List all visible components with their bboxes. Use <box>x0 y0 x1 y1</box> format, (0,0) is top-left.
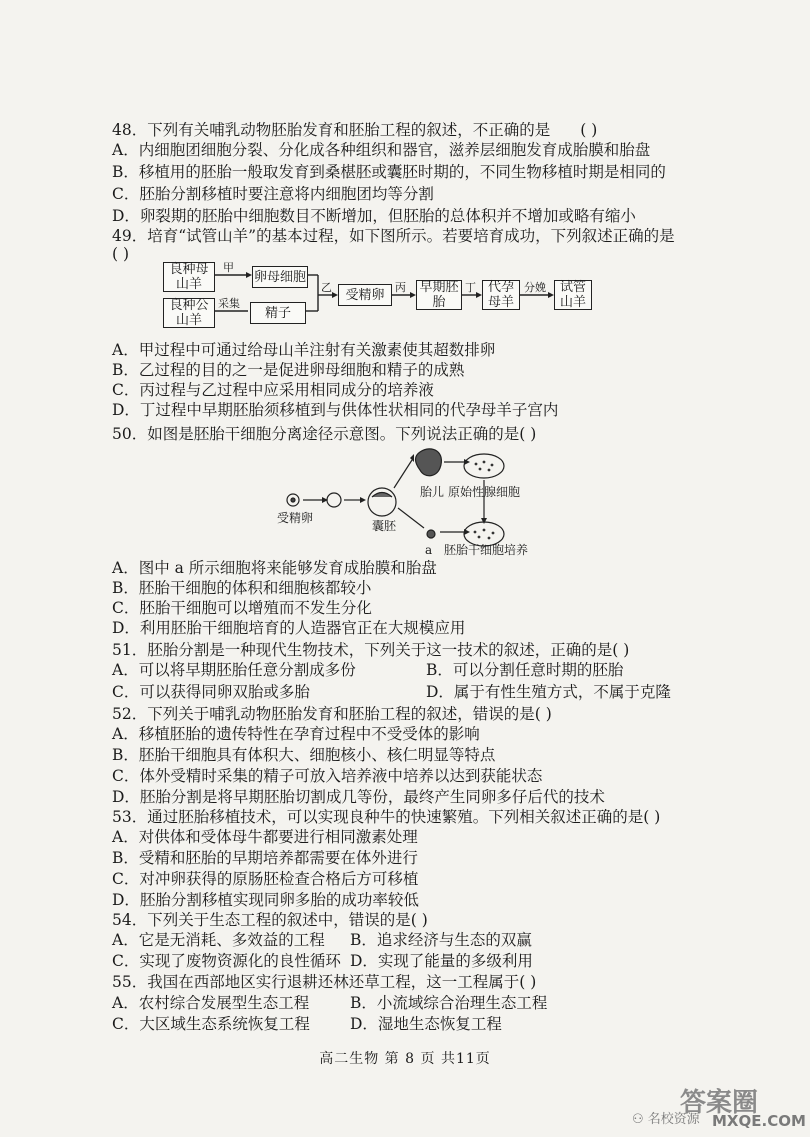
label-fenmian: 分娩 <box>524 281 546 294</box>
q49-option-d: D．丁过程中早期胚胎须移植到与供体性状相同的代孕母羊子宫内 <box>112 401 559 419</box>
q48-option-c: C．胚胎分割移植时要注意将内细胞团均等分割 <box>112 185 434 203</box>
q54-option-c: C．实现了废物资源化的良性循环 <box>112 952 341 970</box>
q55-option-b: B．小流域综合治理生态工程 <box>350 994 548 1012</box>
q51-option-a: A．可以将早期胚胎任意分割成多份 <box>112 661 356 679</box>
oocyte-box: 卵母细胞 <box>252 266 308 288</box>
label-fertilized-egg: 受精卵 <box>277 511 314 525</box>
q49-arrows <box>0 258 810 338</box>
label-a: a <box>425 543 433 557</box>
q54-option-b: B．追求经济与生态的双赢 <box>350 931 532 949</box>
q50-illustration <box>0 442 810 562</box>
wechat-icon: ⚇ <box>632 1112 644 1127</box>
label-bing: 丙 <box>395 281 406 294</box>
label-fetus: 胎儿 <box>420 485 445 499</box>
label-ding: 丁 <box>465 281 476 294</box>
zygote-box: 受精卵 <box>338 284 392 306</box>
label-caiji: 采集 <box>218 297 240 310</box>
q48-option-a: A．内细胞团细胞分裂、分化成各种组织和器官，滋养层细胞发育成胎膜和胎盘 <box>112 141 651 159</box>
q49-stem: 49．培育“试管山羊”的基本过程，如下图所示。若要培育成功，下列叙述正确的是 <box>112 227 675 245</box>
q51-option-b: B．可以分割任意时期的胚胎 <box>426 661 624 679</box>
label-es-culture: 胚胎干细胞培养 <box>444 543 529 557</box>
watermark-site: MXQE.COM <box>712 1112 806 1130</box>
result-box: 试管山羊 <box>554 280 592 310</box>
q52-stem: 52．下列关于哺乳动物胚胎发育和胚胎工程的叙述，错误的是( ) <box>112 705 552 723</box>
q48-option-d: D．卵裂期的胚胎中细胞数目不断增加，但胚胎的总体积并不增加或略有缩小 <box>112 207 636 225</box>
q52-option-c: C．体外受精时采集的精子可放入培养液中培养以达到获能状态 <box>112 767 543 785</box>
q50-stem: 50．如图是胚胎干细胞分离途径示意图。下列说法正确的是( ) <box>112 425 537 443</box>
q51-stem: 51．胚胎分割是一种现代生物技术，下列关于这一技术的叙述，正确的是( ) <box>112 641 630 659</box>
label-blastocyst: 囊胚 <box>372 519 397 533</box>
early-embryo-box: 早期胚胎 <box>416 280 462 310</box>
q49-option-c: C．丙过程与乙过程中应采用相同成分的培养液 <box>112 381 434 399</box>
q48-stem: 48．下列有关哺乳动物胚胎发育和胚胎工程的叙述，不正确的是 ( ) <box>112 121 598 139</box>
q52-option-b: B．胚胎干细胞具有体积大、细胞核小、核仁明显等特点 <box>112 746 496 764</box>
q55-option-a: A．农村综合发展型生态工程 <box>112 994 310 1012</box>
q50-option-b: B．胚胎干细胞的体积和细胞核都较小 <box>112 579 372 597</box>
q49-option-a: A．甲过程中可通过给母山羊注射有关激素使其超数排卵 <box>112 341 496 359</box>
q52-option-d: D．胚胎分割是将早期胚胎切割成几等份，最终产生同卵多仔后代的技术 <box>112 788 605 806</box>
male-goat-box: 良种公山羊 <box>163 298 215 328</box>
q52-option-a: A．移植胚胎的遗传特性在孕育过程中不受受体的影响 <box>112 725 480 743</box>
q50-option-a: A．图中 a 所示细胞将来能够发育成胎膜和胎盘 <box>112 559 437 577</box>
watermark-logo: 答案圈 <box>680 1088 759 1118</box>
q55-option-d: D．湿地生态恢复工程 <box>350 1015 502 1033</box>
q54-option-d: D．实现了能量的多级利用 <box>350 952 533 970</box>
q51-option-c: C．可以获得同卵双胎或多胎 <box>112 683 310 701</box>
q53-option-a: A．对供体和受体母牛都要进行相同激素处理 <box>112 828 418 846</box>
page-footer: 高二生物 第 8 页 共11页 <box>319 1051 491 1067</box>
label-yi: 乙 <box>321 281 332 294</box>
q53-stem: 53．通过胚胎移植技术，可以实现良种牛的快速繁殖。下列相关叙述正确的是( ) <box>112 808 661 826</box>
q49-paren: ( ) <box>112 245 130 263</box>
q54-option-a: A．它是无消耗、多效益的工程 <box>112 931 325 949</box>
q55-option-c: C．大区域生态系统恢复工程 <box>112 1015 310 1033</box>
q50-option-c: C．胚胎干细胞可以增殖而不发生分化 <box>112 599 372 617</box>
surrogate-box: 代孕母羊 <box>482 280 520 310</box>
q49-option-b: B．乙过程的目的之一是促进卵母细胞和精子的成熟 <box>112 361 465 379</box>
q55-stem: 55．我国在西部地区实行退耕还林还草工程，这一工程属于( ) <box>112 973 537 991</box>
q50-option-d: D．利用胚胎干细胞培育的人造器官正在大规模应用 <box>112 619 466 637</box>
label-primordial-germ: 原始性腺细胞 <box>448 485 521 499</box>
sperm-box: 精子 <box>250 302 306 324</box>
q53-option-d: D．胚胎分割移植实现同卵多胎的成功率较低 <box>112 891 419 909</box>
q54-stem: 54．下列关于生态工程的叙述中，错误的是( ) <box>112 911 428 929</box>
q48-option-b: B．移植用的胚胎一般取发育到桑椹胚或囊胚时期的，不同生物移植时期是相同的 <box>112 163 666 181</box>
label-jia: 甲 <box>223 261 234 274</box>
watermark-account: ⚇ 名校资源 <box>632 1112 700 1127</box>
female-goat-box: 良种母山羊 <box>163 262 215 292</box>
q53-option-c: C．对冲卵获得的原肠胚检查合格后方可移植 <box>112 870 419 888</box>
q51-option-d: D．属于有性生殖方式，不属于克隆 <box>426 683 671 701</box>
q53-option-b: B．受精和胚胎的早期培养都需要在体外进行 <box>112 849 418 867</box>
